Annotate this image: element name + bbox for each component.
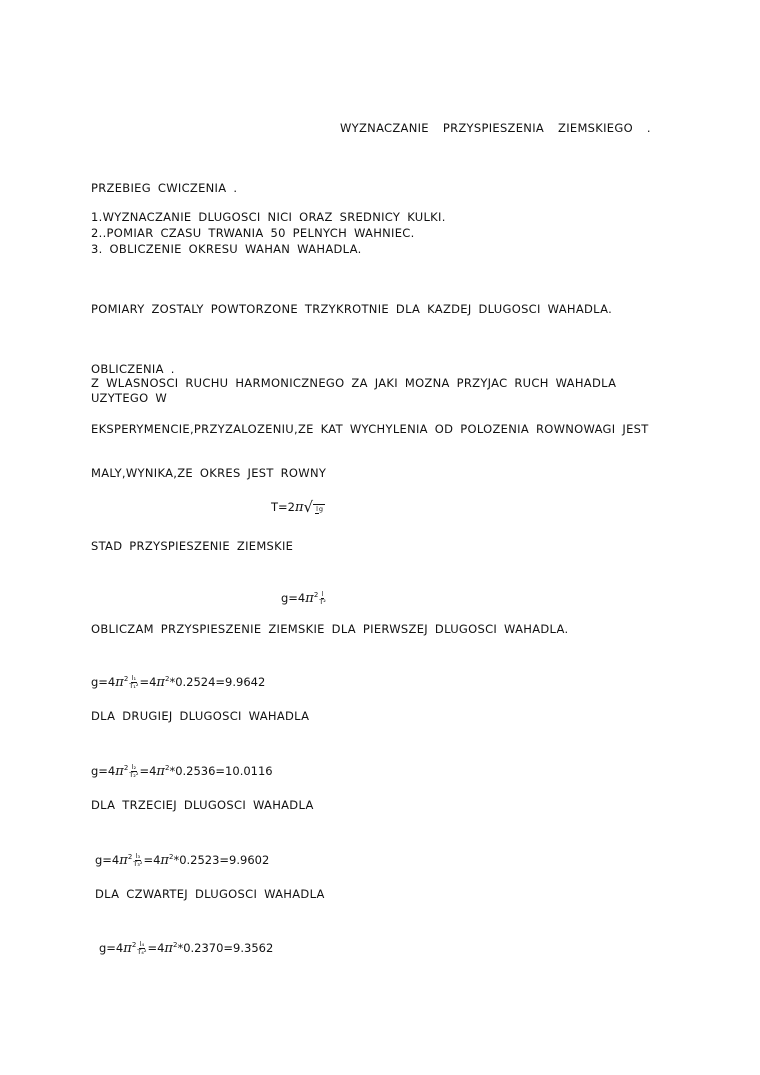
result-label-3: DLA TRZECIEJ DLUGOSCI WAHADLA [91,798,314,812]
calc-heading: OBLICZENIA . [91,362,175,376]
formula-numerator: l₃ [135,852,141,860]
formula-mid: =4 [139,675,157,689]
formula-lhs: g=4 [281,591,306,605]
pi-symbol: π [160,853,169,868]
calc-paragraph-3: MALY,WYNIKA,ZE OKRES JEST ROWNY [91,466,327,480]
calc-paragraph-2: EKSPERYMENCIE,PRZYZALOZENIU,ZE KAT WYCHYLENIA OD POLOZENIA ROWNOWAGI JEST [91,422,649,436]
formula-mid: =4 [147,941,165,955]
formula-denominator: T₄² [137,948,147,956]
formula-lhs: g=4 [95,853,120,867]
pi-symbol: π [305,591,314,606]
result-label-2: DLA DRUGIEJ DLUGOSCI WAHADLA [91,709,310,723]
formula-mid: =4 [143,853,161,867]
formula-lhs: g=4 [99,941,124,955]
accel-intro: STAD PRZYSPIESZENIE ZIEMSKIE [91,539,294,553]
section-heading-course: PRZEBIEG CWICZENIA . [91,181,238,195]
result-formula-3 [95,850,269,868]
formula-lhs: T=2 [271,500,295,514]
pi-symbol: π [119,853,128,868]
formula-denominator: T₁² [129,682,139,690]
fraction [319,591,326,606]
formula-denominator: T₂² [129,771,139,779]
formula-acceleration [281,588,327,606]
result-formula-1 [91,672,265,690]
step-2: 2..POMIAR CZASU TRWANIA 50 PELNYCH WAHNIEC. [91,226,415,240]
exponent: 2 [164,675,170,683]
exponent: 2 [123,764,129,772]
square-root: √ lg [303,498,324,516]
formula-lhs: g=4 [91,675,116,689]
calc-paragraph-1: Z WLASNOSCI RUCHU HARMONICZNEGO ZA JAKI MOZNA PRZYJAC RUCH WAHADLA UZYTEGO W [91,376,617,405]
exponent: 2 [127,853,133,861]
measurement-note: POMIARY ZOSTALY POWTORZONE TRZYKROTNIE DLA KAZDEJ DLUGOSCI WAHADLA. [91,302,613,316]
formula-period [271,500,325,515]
calc-first-intro: OBLICZAM PRZYSPIESZENIE ZIEMSKIE DLA PIERWSZEJ DLUGOSCI WAHADLA. [91,622,569,636]
formula-denominator: T² [319,598,326,606]
exponent: 2 [168,853,174,861]
exponent: 2 [131,941,137,949]
exponent: 2 [164,764,170,772]
formula-result: *0.2536=10.0116 [169,764,273,778]
pi-symbol: π [115,764,124,779]
formula-result: *0.2370=9.3562 [177,941,274,955]
formula-denominator: g [318,505,324,513]
result-formula-4 [99,938,273,956]
pi-symbol: π [123,941,132,956]
pi-symbol: π [156,764,165,779]
formula-result: *0.2524=9.9642 [169,675,266,689]
exponent: 2 [123,675,129,683]
step-3: 3. OBLICZENIE OKRESU WAHAN WAHADLA. [91,242,362,256]
pi-symbol: π [156,675,165,690]
formula-numerator: l [321,590,324,598]
result-label-4: DLA CZWARTEJ DLUGOSCI WAHADLA [95,887,325,901]
fraction [137,941,146,956]
formula-numerator: l₁ [131,674,137,682]
formula-numerator: l [316,504,318,513]
result-formula-2 [91,761,273,779]
formula-denominator: T₃² [133,860,143,868]
formula-mid: =4 [139,764,157,778]
fraction [129,764,138,779]
formula-numerator: l₂ [131,763,137,771]
fraction [129,675,138,690]
step-1: 1.WYZNACZANIE DLUGOSCI NICI ORAZ SREDNICY KULKI. [91,210,446,224]
document-title: WYZNACZANIE PRZYSPIESZENIA ZIEMSKIEGO . [340,121,651,135]
formula-result: *0.2523=9.9602 [173,853,270,867]
exponent: 2 [172,941,178,949]
pi-symbol: π [294,500,304,515]
pi-symbol: π [164,941,173,956]
formula-lhs: g=4 [91,764,116,778]
formula-numerator: l₄ [139,940,145,948]
exponent: 2 [313,591,319,599]
pi-symbol: π [115,675,124,690]
fraction [133,853,142,868]
